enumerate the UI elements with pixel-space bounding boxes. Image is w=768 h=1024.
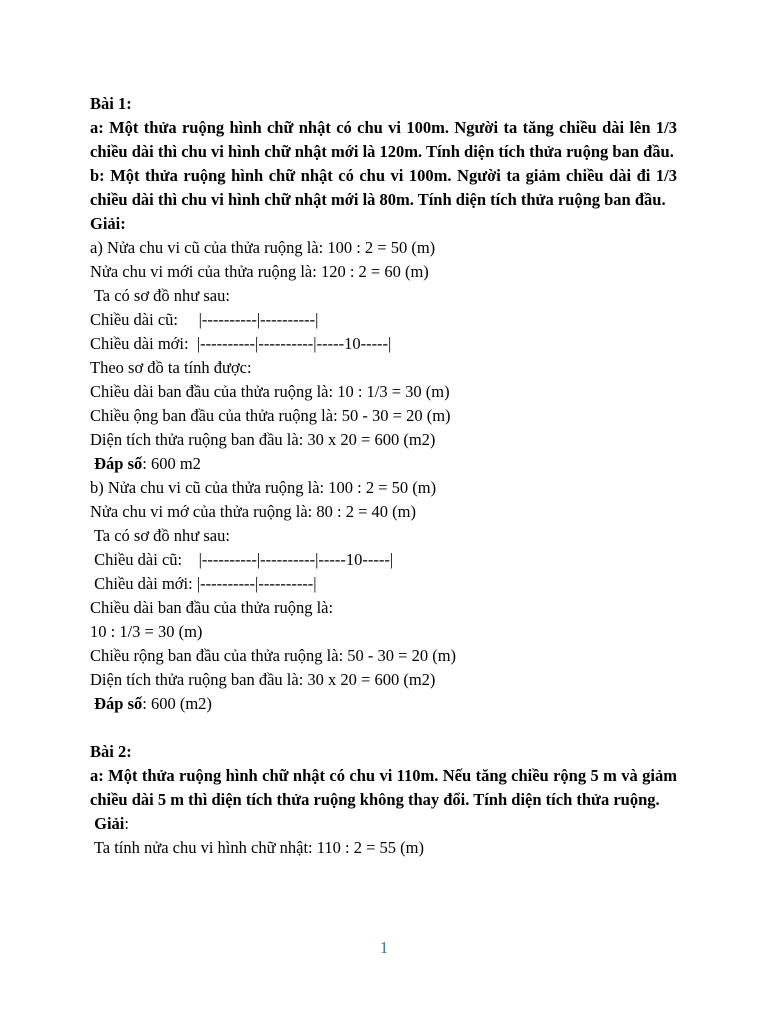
solution-a-line: Nửa chu vi mới của thửa ruộng là: 120 : 2 = 60 (m) [90,262,429,281]
solution-b-line: Nửa chu vi mớ của thửa ruộng là: 80 : 2 = 40 (m) [90,502,416,521]
diagram-old-length: Chiều dài cũ: |----------|----------| [90,310,319,329]
solution-b-line: Chiều dài ban đầu của thửa ruộng là: [90,598,334,617]
answer-a [90,452,677,476]
page-number: 1 [379,938,389,957]
diagram-new-length: Chiều dài mới: |----------|----------| [90,574,317,593]
answer-value: : 600 m2 [142,454,201,473]
answer-value: : 600 (m2) [142,694,212,713]
solution-b-line: b) Nửa chu vi cũ của thửa ruộng là: 100 : 2 = 50 (m) [90,478,437,497]
exercise-1-heading: Bài 1: [90,94,132,113]
answer-label: Đáp số [90,694,143,713]
solution-b-line: Chiều rộng ban đầu của thửa ruộng là: 50 - 30 = 20 (m) [90,646,457,665]
solution-label-2 [90,812,677,836]
solution-a-line: Chiều ộng ban đầu của thửa ruộng là: 50 - 30 = 20 (m) [90,406,451,425]
solution-a-line: Chiều dài ban đầu của thửa ruộng là: 10 : 1/3 = 30 (m) [90,382,450,401]
solution-b-line: Diện tích thửa ruộng ban đầu là: 30 x 20 = 600 (m2) [90,670,436,689]
diagram-old-length: Chiều dài cũ: |----------|----------|-----10-----| [90,550,394,569]
answer-b [90,692,677,716]
solution-colon: : [124,814,129,833]
solution-label: Giải [90,814,125,833]
exercise-1b-problem: b: Một thửa ruộng hình chữ nhật có chu vi 100m. Người ta giảm chiều dài đi 1/3 chiều dài thì chu vi hình chữ nhật mới là 80m. Tính diện tích thửa ruộng ban đầu. [90,166,677,209]
answer-label: Đáp số [90,454,143,473]
solution-label: Giải: [90,214,126,233]
exercise-1a-problem: a: Một thửa ruộng hình chữ nhật có chu vi 100m. Người ta tăng chiều dài lên 1/3 chiều dài thì chu vi hình chữ nhật mới là 120m. Tính diện tích thửa ruộng ban đầu. [90,118,677,161]
solution-2-line: Ta tính nửa chu vi hình chữ nhật: 110 : 2 = 55 (m) [90,838,424,857]
solution-b-line: Ta có sơ đồ như sau: [90,526,230,545]
diagram-new-length: Chiều dài mới: |----------|----------|-----10-----| [90,334,392,353]
exercise-2a-problem: a: Một thửa ruộng hình chữ nhật có chu vi 110m. Nếu tăng chiều rộng 5 m và giảm chiều dài 5 m thì diện tích thửa ruộng không thay đổi. Tính diện tích thửa ruộng. [90,766,677,809]
solution-b-line: 10 : 1/3 = 30 (m) [90,622,203,641]
exercise-2-heading: Bài 2: [90,742,132,761]
solution-a-line: Theo sơ đồ ta tính được: [90,358,252,377]
solution-a-line: Diện tích thửa ruộng ban đầu là: 30 x 20 = 600 (m2) [90,430,436,449]
solution-a-line: Ta có sơ đồ như sau: [90,286,230,305]
solution-a-line: a) Nửa chu vi cũ của thửa ruộng là: 100 : 2 = 50 (m) [90,238,436,257]
spacer [90,716,677,740]
document-content [90,92,677,860]
